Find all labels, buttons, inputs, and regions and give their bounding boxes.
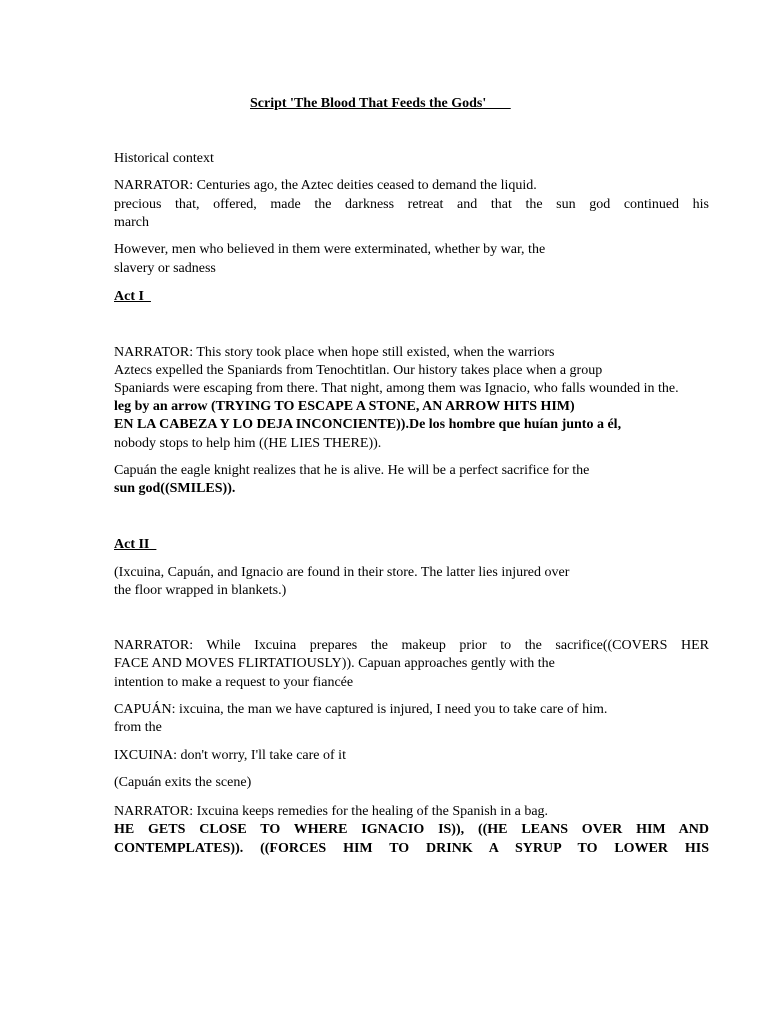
paragraph-line: Capuán the eagle knight realizes that he is alive. He will be a perfect sacrifice for the [114,463,590,478]
stage-direction-line: (Ixcuina, Capuán, and Ignacio are found in their store. The latter lies injured over [114,565,570,580]
paragraph-line: from the [114,720,162,735]
paragraph-line: Spaniards were escaping from there. That night, among them was Ignacio, who falls wounded in the. [114,381,679,396]
paragraph-line: NARRATOR: Centuries ago, the Aztec deities ceased to demand the liquid. [114,178,537,193]
paragraph-line: intention to make a request to your fiancée [114,675,354,690]
paragraph-line: CAPUÁN: ixcuina, the man we have captured is injured, I need you to take care of him. [114,702,608,717]
paragraph-line: march [114,215,149,230]
paragraph-line: IXCUINA: don't worry, I'll take care of it [114,748,346,763]
paragraph-line: Aztecs expelled the Spaniards from Tenochtitlan. Our history takes place when a group [114,363,603,378]
historical-context-heading: Historical context [114,151,214,166]
paragraph-line: CONTEMPLATES)). ((FORCES HIM TO DRINK A SYRUP TO LOWER HIS [114,841,709,856]
paragraph-line: FACE AND MOVES FLIRTATIOUSLY)). Capuan approaches gently with the [114,656,555,671]
stage-direction-line: the floor wrapped in blankets.) [114,583,287,598]
paragraph-line: EN LA CABEZA Y LO DEJA INCONCIENTE)).De los hombre que huían junto a él, [114,417,622,432]
paragraph-line: However, men who believed in them were exterminated, whether by war, the [114,242,546,257]
paragraph-line: NARRATOR: While Ixcuina prepares the makeup prior to the sacrifice((COVERS HER [114,638,709,653]
paragraph-line: leg by an arrow (TRYING TO ESCAPE A STONE, AN ARROW HITS HIM) [114,399,575,414]
paragraph-line: slavery or sadness [114,261,216,276]
paragraph-line: sun god((SMILES)). [114,481,236,496]
script-title: Script 'The Blood That Feeds the Gods' [250,96,511,111]
stage-direction-line: (Capuán exits the scene) [114,775,252,790]
act-2-heading: Act II [114,537,157,552]
paragraph-line: precious that, offered, made the darkness retreat and that the sun god continued his [114,197,709,212]
act-1-heading: Act I [114,289,151,304]
paragraph-line: nobody stops to help him ((HE LIES THERE)). [114,436,382,451]
paragraph-line: NARRATOR: This story took place when hope still existed, when the warriors [114,345,555,360]
paragraph-line: NARRATOR: Ixcuina keeps remedies for the healing of the Spanish in a bag. [114,804,549,819]
paragraph-line: HE GETS CLOSE TO WHERE IGNACIO IS)), ((HE LEANS OVER HIM AND [114,822,709,837]
